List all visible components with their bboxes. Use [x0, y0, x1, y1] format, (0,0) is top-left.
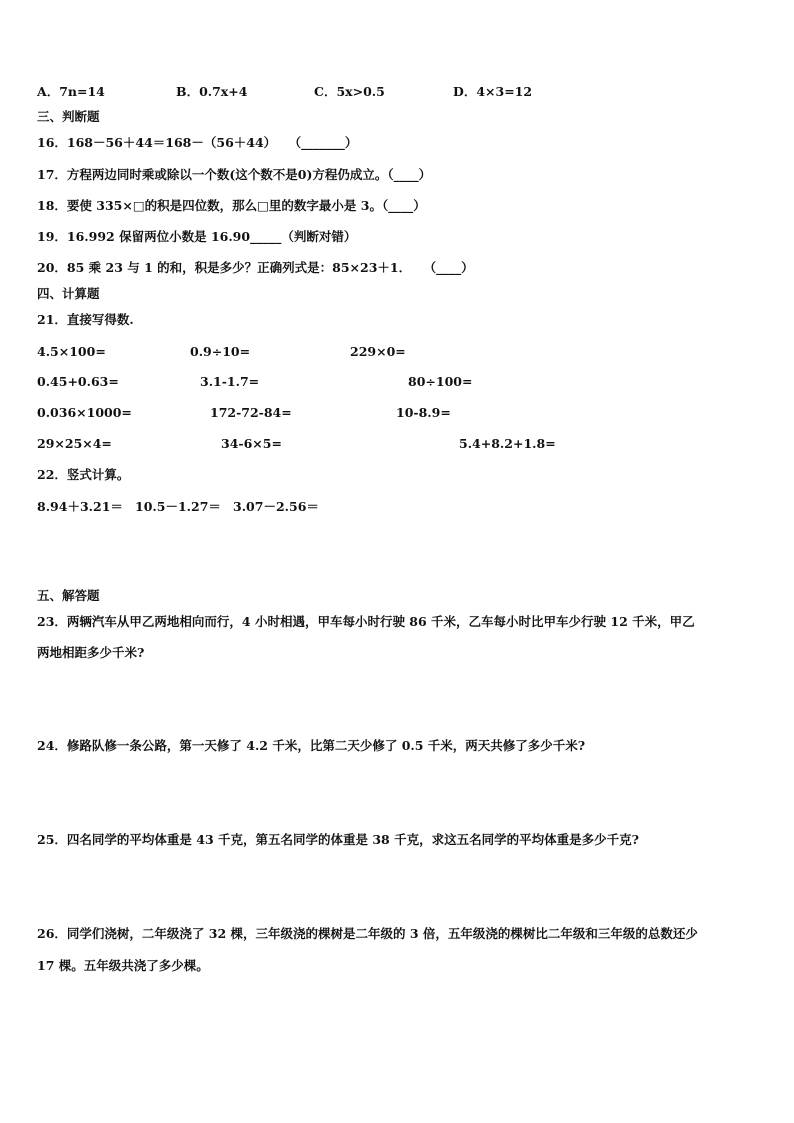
- option-b: B．0.7x+4: [176, 84, 248, 99]
- question-19: 19．16.992 保留两位小数是 16.90_____（判断对错）: [37, 229, 357, 244]
- calc-item: 10-8.9=: [396, 405, 451, 420]
- calc-item: 29×25×4=: [37, 436, 112, 451]
- calc-item: 5.4+8.2+1.8=: [459, 436, 556, 451]
- vertical-calc-item: 10.5－1.27＝: [135, 499, 221, 514]
- option-c: C．5x>0.5: [314, 84, 385, 99]
- question-17: 17．方程两边同时乘或除以一个数(这个数不是0)方程仍成立。（____）: [37, 167, 432, 182]
- question-21-title: 21．直接写得数.: [37, 312, 134, 327]
- question-26-line-1: 26．同学们浇树，二年级浇了 32 棵，三年级浇的棵树是二年级的 3 倍，五年级浇的棵树比二年级和三年级的总数还少: [37, 926, 698, 941]
- calc-item: 229×0=: [350, 344, 406, 359]
- question-18: 18．要使 335×□的积是四位数，那么□里的数字最小是 3。（____）: [37, 198, 426, 213]
- calc-item: 172-72-84=: [210, 405, 292, 420]
- calc-item: 34-6×5=: [221, 436, 282, 451]
- question-20: 20．85 乘 23 与 1 的和，积是多少？正确列式是：85×23＋1． （____）: [37, 260, 474, 275]
- calc-item: 0.036×1000=: [37, 405, 132, 420]
- calc-item: 80÷100=: [408, 374, 473, 389]
- calc-item: 4.5×100=: [37, 344, 106, 359]
- option-d: D．4×3=12: [453, 84, 533, 99]
- question-16: 16．168－56＋44＝168－（56＋44） （_______）: [37, 135, 358, 150]
- question-23-line-2: 两地相距多少千米?: [37, 645, 145, 660]
- vertical-calc-item: 8.94＋3.21＝: [37, 499, 123, 514]
- question-22-title: 22．竖式计算。: [37, 467, 130, 482]
- question-26-line-2: 17 棵。五年级共浇了多少棵。: [37, 958, 209, 973]
- calc-item: 3.1-1.7=: [200, 374, 260, 389]
- option-a: A．7n=14: [37, 84, 105, 99]
- section-5-title: 五、解答题: [37, 588, 100, 603]
- calc-item: 0.45+0.63=: [37, 374, 119, 389]
- vertical-calc-item: 3.07－2.56＝: [233, 499, 319, 514]
- question-25: 25．四名同学的平均体重是 43 千克，第五名同学的体重是 38 千克，求这五名同学的平均体重是多少千克?: [37, 832, 639, 847]
- calc-item: 0.9÷10=: [190, 344, 251, 359]
- section-4-title: 四、计算题: [37, 286, 100, 301]
- question-24: 24．修路队修一条公路，第一天修了 4.2 千米，比第二天少修了 0.5 千米，两天共修了多少千米?: [37, 738, 586, 753]
- question-23-line-1: 23．两辆汽车从甲乙两地相向而行，4 小时相遇，甲车每小时行驶 86 千米，乙车每小时比甲车少行驶 12 千米，甲乙: [37, 614, 695, 629]
- section-3-title: 三、判断题: [37, 109, 100, 124]
